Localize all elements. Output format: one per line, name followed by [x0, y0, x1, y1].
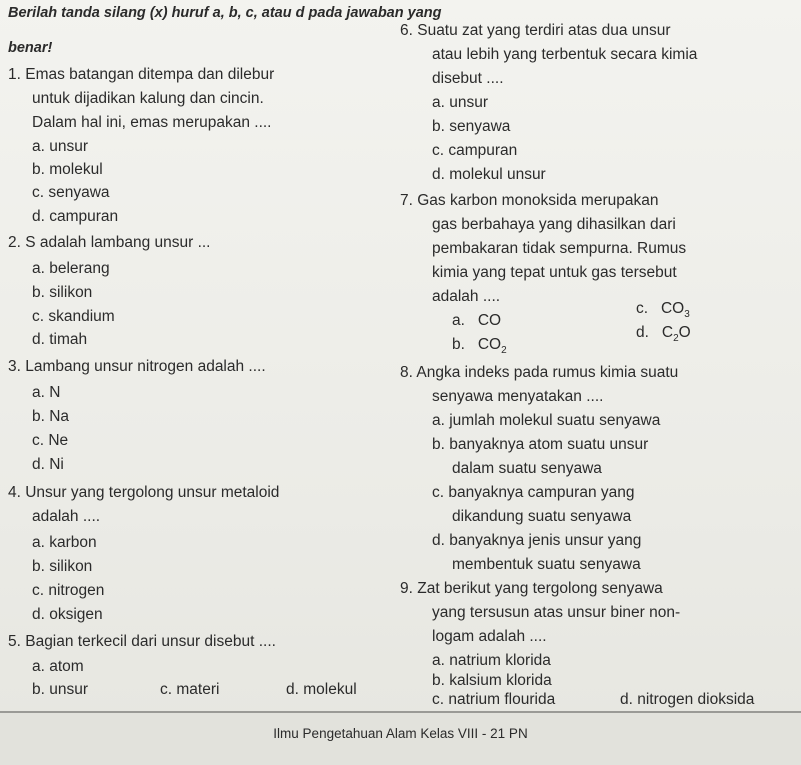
- instruction-text-continued: benar!: [8, 40, 53, 56]
- question-9-option-b[interactable]: b. kalsium klorida: [432, 672, 552, 689]
- question-1-option-b[interactable]: b. molekul: [32, 161, 103, 178]
- question-1-option-a[interactable]: a. unsur: [32, 138, 89, 155]
- question-7-line-5: adalah ....: [432, 288, 501, 305]
- formula-subscript: 3: [684, 309, 690, 320]
- formula-subscript: 2: [501, 345, 507, 356]
- question-8-option-d[interactable]: d. banyaknya jenis unsur yang: [432, 532, 642, 549]
- question-9-option-a[interactable]: a. natrium klorida: [432, 652, 551, 669]
- question-5-option-d[interactable]: d. molekul: [286, 681, 357, 698]
- chemical-formula-tail: O: [678, 324, 691, 341]
- question-3-option-a[interactable]: a. N: [32, 384, 61, 401]
- question-6-line-3: disebut ....: [432, 70, 504, 87]
- question-6-option-d[interactable]: d. molekul unsur: [432, 166, 546, 183]
- question-9-option-d[interactable]: d. nitrogen dioksida: [620, 691, 755, 708]
- question-8-option-c[interactable]: c. banyaknya campuran yang: [432, 484, 635, 501]
- chemical-formula: C: [661, 324, 674, 341]
- chemical-formula: CO: [477, 336, 502, 353]
- question-6-option-c[interactable]: c. campuran: [432, 142, 518, 159]
- question-9-line-1: 9. Zat berikut yang tergolong senyawa: [400, 580, 663, 597]
- question-9-option-c[interactable]: c. natrium flourida: [432, 691, 556, 708]
- question-1-line-1: 1. Emas batangan ditempa dan dilebur: [8, 66, 275, 83]
- option-letter: b.: [452, 336, 465, 353]
- question-3-option-c[interactable]: c. Ne: [32, 432, 69, 449]
- page-footer: Ilmu Pengetahuan Alam Kelas VIII - 21 PN: [273, 726, 528, 741]
- question-5-option-a[interactable]: a. atom: [32, 658, 84, 675]
- question-2-option-d[interactable]: d. timah: [32, 331, 88, 348]
- chemical-formula: CO: [660, 300, 685, 317]
- question-9-line-2: yang tersusun atas unsur biner non-: [432, 604, 681, 621]
- question-1-line-3: Dalam hal ini, emas merupakan ....: [32, 114, 272, 131]
- instruction-text: Berilah tanda silang (x) huruf a, b, c, atau d pada jawaban yang: [8, 5, 442, 21]
- question-8-line-2: senyawa menyatakan ....: [432, 388, 604, 405]
- question-7-line-4: kimia yang tepat untuk gas tersebut: [432, 264, 677, 281]
- question-8-option-b[interactable]: b. banyaknya atom suatu unsur: [432, 436, 649, 453]
- question-3-line-1: 3. Lambang unsur nitrogen adalah ....: [8, 358, 266, 375]
- question-3-option-b[interactable]: b. Na: [32, 408, 70, 425]
- question-4-line-2: adalah ....: [32, 508, 101, 525]
- question-7-option-a[interactable]: [452, 312, 501, 330]
- question-1-option-c[interactable]: c. senyawa: [32, 184, 110, 201]
- question-6-line-2: atau lebih yang terbentuk secara kimia: [432, 46, 698, 63]
- question-6-option-a[interactable]: a. unsur: [432, 94, 489, 111]
- question-6-option-b[interactable]: b. senyawa: [432, 118, 511, 135]
- question-3-option-d[interactable]: d. Ni: [32, 456, 64, 473]
- question-2-option-b[interactable]: b. silikon: [32, 284, 93, 301]
- question-7-option-d[interactable]: [636, 324, 691, 348]
- question-5-option-c[interactable]: c. materi: [160, 681, 220, 698]
- question-4-line-1: 4. Unsur yang tergolong unsur metaloid: [8, 484, 280, 501]
- question-2-option-a[interactable]: a. belerang: [32, 260, 110, 277]
- question-4-option-a[interactable]: a. karbon: [32, 534, 97, 551]
- question-4-option-d[interactable]: d. oksigen: [32, 606, 103, 623]
- question-5-line-1: 5. Bagian terkecil dari unsur disebut ....: [8, 633, 276, 650]
- option-letter: a.: [452, 312, 465, 329]
- question-5-option-b[interactable]: b. unsur: [32, 681, 89, 698]
- question-7-option-c[interactable]: [636, 300, 690, 324]
- question-2-line-1: 2. S adalah lambang unsur ...: [8, 234, 211, 251]
- question-4-option-b[interactable]: b. silikon: [32, 558, 93, 575]
- question-1-line-2: untuk dijadikan kalung dan cincin.: [32, 90, 264, 107]
- question-2-option-c[interactable]: c. skandium: [32, 308, 115, 325]
- question-8-option-c-cont: dikandung suatu senyawa: [452, 508, 632, 525]
- option-letter: c.: [636, 300, 649, 317]
- question-8-line-1: 8. Angka indeks pada rumus kimia suatu: [400, 364, 679, 381]
- question-4-option-c[interactable]: c. nitrogen: [32, 582, 105, 599]
- question-8-option-b-cont: dalam suatu senyawa: [452, 460, 602, 477]
- question-8-option-d-cont: membentuk suatu senyawa: [452, 556, 641, 573]
- question-9-line-3: logam adalah ....: [432, 628, 547, 645]
- question-6-line-1: 6. Suatu zat yang terdiri atas dua unsur: [400, 22, 671, 39]
- question-1-option-d[interactable]: d. campuran: [32, 208, 119, 225]
- formula-subscript: 2: [673, 333, 679, 344]
- question-7-line-2: gas berbahaya yang dihasilkan dari: [432, 216, 676, 233]
- chemical-formula: CO: [477, 312, 502, 329]
- question-7-option-b[interactable]: [452, 336, 507, 360]
- question-7-line-1: 7. Gas karbon monoksida merupakan: [400, 192, 659, 209]
- question-8-option-a[interactable]: a. jumlah molekul suatu senyawa: [432, 412, 661, 429]
- option-letter: d.: [636, 324, 649, 341]
- question-7-line-3: pembakaran tidak sempurna. Rumus: [432, 240, 687, 257]
